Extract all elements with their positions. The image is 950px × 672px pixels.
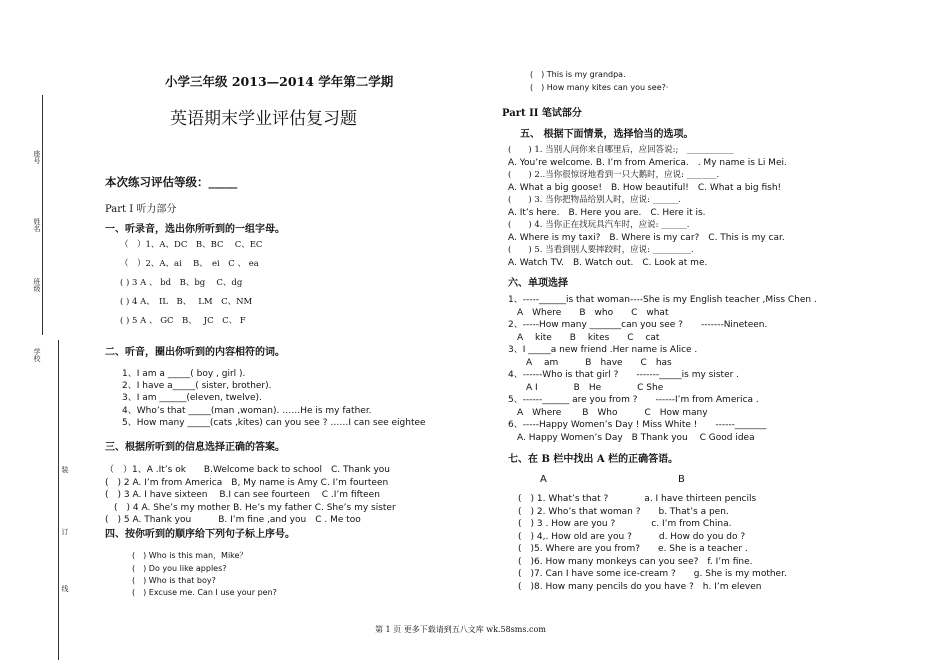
section6-line: 6、-----Happy Women’s Day ! Miss White ! ------_______: [508, 420, 767, 430]
section4-item: ( ) How many kites can you see?·: [530, 83, 669, 92]
section1-item: （ ）1、A、DC B、BC C、EC: [120, 240, 263, 250]
section1-item: （ ）2、A、ai B、 ei C 、 ea: [120, 259, 259, 269]
section1-item: ( ) 4 A、 IL B、 LM C、NM: [120, 297, 253, 307]
section5-line: ( ) 4. 当你正在找玩具汽车时，应说: ______.: [508, 220, 690, 230]
section5-line: A. Watch TV. B. Watch out. C. Look at me.: [508, 257, 708, 268]
section1-title: 一、听录音，选出你所听到的一组字母。: [105, 224, 285, 235]
section5-line: A. It’s here. B. Here you are. C. Here it is.: [508, 207, 706, 218]
grade-label: 本次练习评估等级：_____: [105, 175, 238, 189]
seat-number-label: 座号: [33, 150, 41, 164]
binding-line-top: [42, 95, 43, 335]
section2-item: 2、I have a_____( sister, brother).: [122, 381, 272, 391]
part2-title: Part II 笔试部分: [502, 108, 582, 119]
section1-item: ( ) 5 A 、 GC B、 JC C、 F: [120, 316, 246, 326]
exam-title-line1: 小学三年级 2013—2014 学年第二学期: [165, 74, 394, 89]
section4-item: ( ) Excuse me. Can I use your pen?: [132, 588, 277, 597]
binding-char-ding: 订: [61, 528, 69, 535]
section5-line: ( ) 3. 当你把物品给别人时，应说: ______.: [508, 195, 681, 205]
section2-item: 5、How many _____(cats ,kites) can you see ? ……I can see eightee: [122, 418, 426, 428]
section3-item: ( ) 4 A. She’s my mother B. He’s my father C. She’s my sister: [105, 503, 396, 513]
class-label: 班级: [33, 278, 41, 292]
section1-item: ( ) 3 A 、 bd B、bg C、dg: [120, 278, 243, 288]
section7-line: ( )6. How many monkeys can you see? f. I’m fine.: [518, 556, 753, 567]
section3-item: ( ) 2 A. I’m from America B, My name is Amy C. I’m fourteen: [105, 478, 389, 488]
section6-body: [508, 294, 817, 444]
column-a-header: A: [540, 474, 547, 485]
section6-line: 1、-----______is that woman----She is my English teacher ,Miss Chen .: [508, 295, 817, 305]
section7-line: ( ) 3 . How are you ? c. I’m from China.: [518, 519, 732, 529]
section5-body: [508, 144, 787, 269]
exam-title-line2: 英语期末学业评估复习题: [170, 109, 357, 129]
section5-line: A. What a big goose! B. How beautiful! C. What a big fish!: [508, 182, 782, 193]
section5-line: ( ) 5. 当看到别人要摔跤时，应说: _________.: [508, 245, 694, 255]
section6-line: A am B have C has: [508, 357, 672, 368]
section6-line: 2、-----How many _______can you see ? -------Nineteen.: [508, 320, 768, 330]
section3-item: ( ) 5 A. Thank you B. I’m fine ,and you C . Me too: [105, 515, 361, 525]
section4-item: ( ) Who is that boy?: [132, 576, 216, 585]
section7-line: ( ) 1. What’s that ? a. I have thirteen pencils: [518, 494, 757, 504]
section7-title: 七、在 B 栏中找出 A 栏的正确答语。: [508, 454, 679, 465]
section5-line: ( ) 2..当你很惊讶地看到一只大鹅时，应说: _______.: [508, 170, 720, 180]
section5-title: 五、 根据下面情景，选择恰当的选项。: [520, 129, 694, 140]
section5-line: A. You’re welcome. B. I’m from America. . My name is Li Mei.: [508, 157, 787, 168]
section7-body: [518, 493, 787, 593]
column-b-header: B: [678, 474, 685, 485]
section6-line: A Where B Who C How many: [508, 407, 708, 418]
page-footer: 第 1 页 更多下载请到五八文库 wk.58sms.com: [375, 625, 546, 634]
section6-line: A I B He C She: [508, 382, 664, 393]
section4-item: ( ) Do you like apples?: [132, 564, 227, 573]
section6-line: A. Happy Women’s Day B Thank you C Good idea: [508, 432, 755, 443]
binding-char-zhuang: 装: [61, 466, 69, 473]
section7-line: ( ) 2. Who’s that woman ? b. That’s a pen.: [518, 506, 729, 517]
section6-line: A kite B kites C cat: [508, 332, 660, 343]
part1-title: Part I 听力部分: [105, 204, 177, 215]
section6-line: 5、------______ are you from ? ------I’m from America .: [508, 395, 759, 405]
section3-item: ( ) 3 A. I have sixteen B.I can see fourteen C .I’m fifteen: [105, 490, 380, 500]
section7-line: ( )8. How many pencils do you have ? h. I’m eleven: [518, 581, 762, 592]
section6-title: 六、单项选择: [508, 278, 568, 289]
section7-line: ( ) 4,. How old are you ? d. How do you do ?: [518, 531, 746, 542]
section2-item: 4、Who’s that _____(man ,woman). ……He is my father.: [122, 406, 372, 416]
name-label: 姓名: [33, 218, 41, 232]
section5-line: A. Where is my taxi? B. Where is my car? C. This is my car.: [508, 232, 785, 243]
section2-title: 二、听音，圈出你听到的内容相符的词。: [105, 347, 285, 358]
section2-item: 1、I am a _____( boy , girl ).: [122, 369, 246, 379]
section3-title: 三、根据所听到的信息选择正确的答案。: [105, 442, 285, 453]
section4-item: ( ) Who is this man，Mike？: [132, 551, 248, 560]
section6-line: 4、------Who is that girl ? -------_____is my sister .: [508, 370, 740, 380]
section5-line: ( ) 1. 当别人问你来自哪里后，应回答说:; ___________: [508, 145, 734, 155]
section4-title: 四、按你听到的顺序给下列句子标上序号。: [105, 529, 295, 540]
section6-line: 3、I _____a new friend .Her name is Alice .: [508, 345, 698, 355]
binding-char-xian: 线: [61, 585, 69, 592]
section2-item: 3、I am ______(eleven, twelve).: [122, 393, 262, 403]
school-label: 学校: [33, 348, 41, 362]
section3-item: （ ）1、A .It’s ok B.Welcome back to school C. Thank you: [105, 465, 391, 475]
section6-line: A Where B who C what: [508, 307, 669, 318]
section7-line: ( )5. Where are you from? e. She is a teacher .: [518, 544, 748, 554]
binding-line-bottom: [58, 340, 59, 660]
section7-line: ( )7. Can I have some ice-cream ? g. She is my mother.: [518, 569, 787, 579]
section4-item: ( ) This is my grandpa.: [530, 70, 626, 79]
